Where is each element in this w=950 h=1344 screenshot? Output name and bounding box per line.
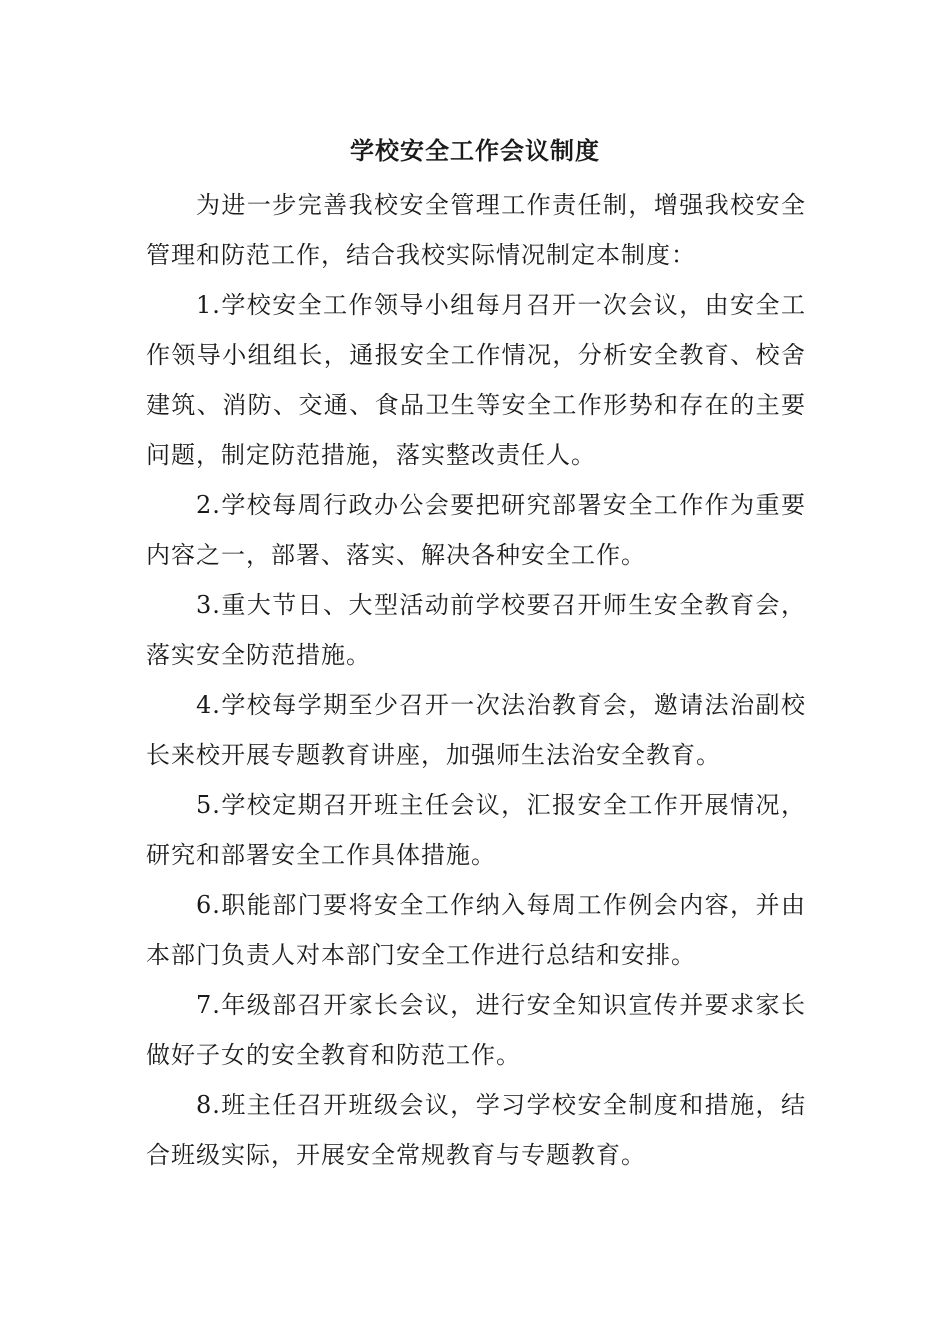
paragraph-item-2: 2.学校每周行政办公会要把研究部署安全工作作为重要内容之一，部署、落实、解决各种安全工作。 [146,491,806,569]
paragraph-item-3: 3.重大节日、大型活动前学校要召开师生安全教育会，落实安全防范措施。 [146,591,806,669]
paragraph-item-6: 6.职能部门要将安全工作纳入每周工作例会内容，并由本部门负责人对本部门安全工作进行总结和安排。 [146,891,806,969]
paragraph-item-4: 4.学校每学期至少召开一次法治教育会，邀请法治副校长来校开展专题教育讲座，加强师生法治安全教育。 [146,691,806,769]
paragraph-item-1: 1.学校安全工作领导小组每月召开一次会议，由安全工作领导小组组长，通报安全工作情况，分析安全教育、校舍建筑、消防、交通、食品卫生等安全工作形势和存在的主要问题，制定防范措施，落实整改责任人。 [146,291,806,469]
paragraph-item-5: 5.学校定期召开班主任会议，汇报安全工作开展情况，研究和部署安全工作具体措施。 [146,791,806,869]
paragraph-item-8: 8.班主任召开班级会议，学习学校安全制度和措施，结合班级实际，开展安全常规教育与专题教育。 [146,1091,806,1169]
paragraph-intro: 为进一步完善我校安全管理工作责任制，增强我校安全管理和防范工作，结合我校实际情况制定本制度： [146,191,806,269]
document-title: 学校安全工作会议制度 [350,136,600,165]
document-body [146,180,806,1180]
paragraph-item-7: 7.年级部召开家长会议，进行安全知识宣传并要求家长做好子女的安全教育和防范工作。 [146,991,806,1069]
